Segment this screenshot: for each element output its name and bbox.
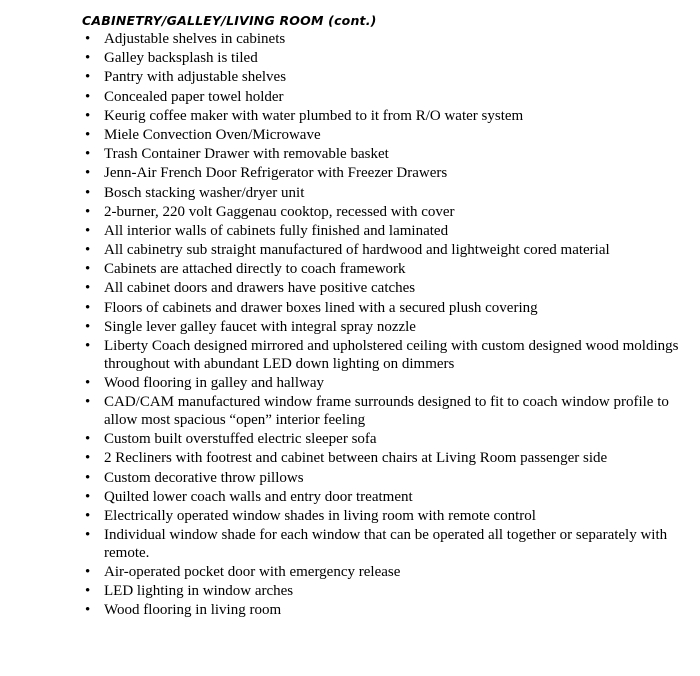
list-item bbox=[82, 69, 680, 87]
bullet-icon: • bbox=[85, 394, 91, 411]
list-item-text: Miele Convection Oven/Microwave bbox=[104, 126, 321, 143]
list-item-text: Individual window shade for each window that can be operated all together or separately with remote. bbox=[104, 527, 668, 561]
list-item-text: Pantry with adjustable shelves bbox=[104, 69, 287, 86]
feature-list bbox=[82, 31, 680, 620]
list-item-text: CAD/CAM manufactured window frame surrounds designed to fit to coach window profile to allow most spacious “open” interior feeling bbox=[104, 394, 669, 428]
list-item bbox=[82, 146, 680, 164]
list-item bbox=[82, 450, 680, 468]
list-item bbox=[82, 165, 680, 183]
list-item bbox=[82, 338, 680, 374]
list-item bbox=[82, 564, 680, 582]
bullet-icon: • bbox=[85, 88, 91, 105]
list-item-text: Wood flooring in living room bbox=[104, 602, 282, 619]
bullet-icon: • bbox=[85, 146, 91, 163]
list-item bbox=[82, 602, 680, 620]
list-item-text: Adjustable shelves in cabinets bbox=[104, 31, 286, 47]
list-item-text: Custom built overstuffed electric sleeper sofa bbox=[104, 431, 377, 448]
list-item-text: Jenn-Air French Door Refrigerator with Freezer Drawers bbox=[104, 165, 448, 182]
list-item bbox=[82, 185, 680, 203]
bullet-icon: • bbox=[85, 338, 91, 354]
list-item-text: Quilted lower coach walls and entry door treatment bbox=[104, 488, 413, 505]
bullet-icon: • bbox=[85, 69, 91, 86]
list-item bbox=[82, 508, 680, 526]
bullet-icon: • bbox=[85, 318, 91, 335]
list-item-text: Wood flooring in galley and hallway bbox=[104, 374, 324, 391]
list-item bbox=[82, 394, 680, 430]
list-item-text: Floors of cabinets and drawer boxes lined with a secured plush covering bbox=[104, 299, 538, 316]
list-item bbox=[82, 89, 680, 107]
bullet-icon: • bbox=[85, 564, 91, 581]
list-item-text: Keurig coffee maker with water plumbed to it from R/O water system bbox=[104, 107, 524, 124]
bullet-icon: • bbox=[85, 107, 91, 124]
list-item-text: Electrically operated window shades in living room with remote control bbox=[104, 507, 536, 524]
bullet-icon: • bbox=[85, 222, 91, 239]
bullet-icon: • bbox=[85, 165, 91, 182]
bullet-icon: • bbox=[85, 280, 91, 297]
list-item-text: Concealed paper towel holder bbox=[104, 88, 284, 105]
list-item bbox=[82, 431, 680, 449]
list-item-text: Bosch stacking washer/dryer unit bbox=[104, 184, 305, 201]
list-item-text: Liberty Coach designed mirrored and upholstered ceiling with custom designed wood moldings throughout with abundant LED down lighting on dimmers bbox=[104, 338, 679, 372]
bullet-icon: • bbox=[85, 31, 91, 47]
bullet-icon: • bbox=[85, 261, 91, 278]
list-item bbox=[82, 223, 680, 241]
list-item bbox=[82, 319, 680, 337]
list-item bbox=[82, 261, 680, 279]
list-item bbox=[82, 300, 680, 318]
list-item bbox=[82, 489, 680, 507]
list-item bbox=[82, 375, 680, 393]
bullet-icon: • bbox=[85, 450, 91, 467]
bullet-icon: • bbox=[85, 488, 91, 505]
list-item-text: All interior walls of cabinets fully finished and laminated bbox=[104, 222, 449, 239]
list-item bbox=[82, 242, 680, 260]
bullet-icon: • bbox=[85, 602, 91, 619]
bullet-icon: • bbox=[85, 527, 91, 544]
bullet-icon: • bbox=[85, 507, 91, 524]
bullet-icon: • bbox=[85, 374, 91, 391]
list-item-text: Custom decorative throw pillows bbox=[104, 469, 304, 486]
list-item bbox=[82, 280, 680, 298]
bullet-icon: • bbox=[85, 126, 91, 143]
bullet-icon: • bbox=[85, 203, 91, 220]
list-item-text: Cabinets are attached directly to coach framework bbox=[104, 261, 406, 278]
list-item-text: Galley backsplash is tiled bbox=[104, 50, 258, 67]
list-item bbox=[82, 127, 680, 145]
list-item-text: All cabinet doors and drawers have positive catches bbox=[104, 280, 416, 297]
list-item bbox=[82, 50, 680, 68]
list-item-text: All cabinetry sub straight manufactured of hardwood and lightweight cored material bbox=[104, 242, 610, 259]
list-item-text: Air-operated pocket door with emergency release bbox=[104, 564, 401, 581]
bullet-icon: • bbox=[85, 50, 91, 67]
list-item-text: 2 Recliners with footrest and cabinet between chairs at Living Room passenger side bbox=[104, 450, 608, 467]
list-item-text: LED lighting in window arches bbox=[104, 583, 294, 600]
bullet-icon: • bbox=[85, 242, 91, 259]
list-item bbox=[82, 583, 680, 601]
list-item bbox=[82, 204, 680, 222]
bullet-icon: • bbox=[85, 299, 91, 316]
bullet-icon: • bbox=[85, 583, 91, 600]
bullet-icon: • bbox=[85, 469, 91, 486]
list-item bbox=[82, 527, 680, 563]
bullet-icon: • bbox=[85, 184, 91, 201]
list-item-text: Single lever galley faucet with integral spray nozzle bbox=[104, 318, 416, 335]
list-item-text: 2-burner, 220 volt Gaggenau cooktop, recessed with cover bbox=[104, 203, 455, 220]
bullet-icon: • bbox=[85, 431, 91, 448]
list-item bbox=[82, 108, 680, 126]
section-heading: CABINETRY/GALLEY/LIVING ROOM (cont.) bbox=[82, 13, 377, 28]
list-item bbox=[82, 470, 680, 488]
list-item bbox=[82, 31, 680, 49]
list-item-text: Trash Container Drawer with removable basket bbox=[104, 146, 389, 163]
